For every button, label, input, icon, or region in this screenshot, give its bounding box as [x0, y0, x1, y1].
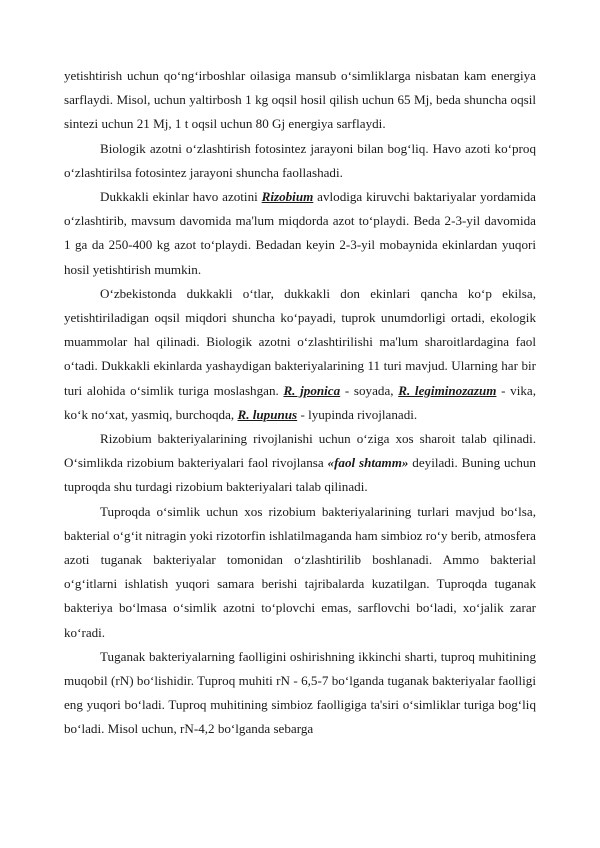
term-active-strain: «faol shtamm»	[327, 455, 409, 471]
species-name-lupini: R. lupunus	[237, 406, 298, 422]
paragraph-uzbekistan-legumes	[64, 282, 536, 427]
species-name-leguminosarum: R. legiminozazum	[398, 382, 497, 398]
document-page	[64, 64, 536, 742]
text-segment: Rizobium bakteriyalarining rivojlanishi uchun o‘ziga xos sharoit talab qilinadi. O‘simlikda rizobium bakteriyalari faol rivojlansa	[64, 431, 536, 471]
text-segment: avlodiga kiruvchi baktariyalar yordamida o‘zlashtirib, mavsum davomida ma'lum miqdorda azot to‘playdi. Beda 2-3-yil davomida 1 ga da 250-400 kg azot to‘playdi. Bedadan keyin 2-3-yil mobaynida ekinlardan yuqori hosil yetishtirish mumkin.	[64, 189, 536, 277]
text-segment: - soyada,	[340, 382, 399, 398]
paragraph-photosynthesis: Biologik azotni o‘zlashtirish fotosintez jarayoni bilan bog‘liq. Havo azoti ko‘proq o‘zlashtirilsa fotosintez jarayoni shuncha faollashadi.	[64, 140, 536, 180]
text-segment: deyiladi. Buning uchun tuproqda shu turdagi rizobium bakteriyalari talab qilinadi.	[64, 455, 536, 495]
paragraph-soil-bacteria: Tuproqda o‘simlik uchun xos rizobium bakteriyalarining turlari mavjud bo‘lsa, bakterial o‘g‘it nitragin yoki rizotorfin ishlatilmaganda ham simbioz ro‘y berib, atmosfera azoti tuganak bakteriyalar tomonidan o‘zlashtirilib boshlanadi. Ammo bakterial o‘g‘itlarni ishlatish yuqori samara berishi tajribalarda kuzatilgan. Tuproqda tuganak bakteriya bo‘lmasa o‘simlik azotni to‘plovchi emas, sarflovchi bo‘ladi, xo‘jalik zarar ko‘radi.	[64, 503, 536, 640]
paragraph-soil-ph: Tuganak bakteriyalarning faolligini oshirishning ikkinchi sharti, tuproq muhitining muqobil (rN) bo‘lishidir. Tuproq muhiti rN - 6,5-7 bo‘lganda tuganak bakteriyalar faolligi eng yuqori bo‘ladi. Tuproq muhitining simbioz faolligiga ta'siri o‘simliklar turiga bog‘liq bo‘ladi. Misol uchun, rN-4,2 bo‘lganda sebarga	[64, 648, 536, 737]
paragraph-continued: yetishtirish uchun qo‘ng‘irboshlar oilasiga mansub o‘simliklarga nisbatan kam energiya sarflaydi. Misol, uchun yaltirbosh 1 kg oqsil hosil qilish uchun 65 Mj, beda shuncha oqsil sintezi uchun 21 Mj, 1 t oqsil uchun 80 Gj energiya sarflaydi.	[64, 68, 536, 132]
text-segment: Dukkakli ekinlar havo azotini	[100, 189, 262, 205]
text-segment: - vika, ko‘k no‘xat, yasmiq, burchoqda,	[64, 382, 536, 422]
paragraph-rizobium-genus	[64, 185, 536, 282]
text-segment: O‘zbekistonda dukkakli o‘tlar, dukkakli don ekinlari qancha ko‘p ekilsa, yetishtiriladigan oqsil miqdori shuncha ko‘payadi, tuprok unumdorligi ortadi, ekologik muammolar hal qilinadi. Biologik azotni o‘zlashtirilishi ma'lum sharoitlardagina faol o‘tadi. Dukkakli ekinlarda yashaydigan bakteriyalarining 11 turi mavjud. Ularning har bir turi alohida o‘simlik turiga moslashgan.	[64, 285, 536, 398]
text-segment: - lyupinda rivojlanadi.	[297, 406, 418, 422]
species-name-japonica: R. jponica	[283, 382, 341, 398]
paragraph-active-strain	[64, 427, 536, 500]
genus-name: Rizobium	[261, 189, 314, 205]
